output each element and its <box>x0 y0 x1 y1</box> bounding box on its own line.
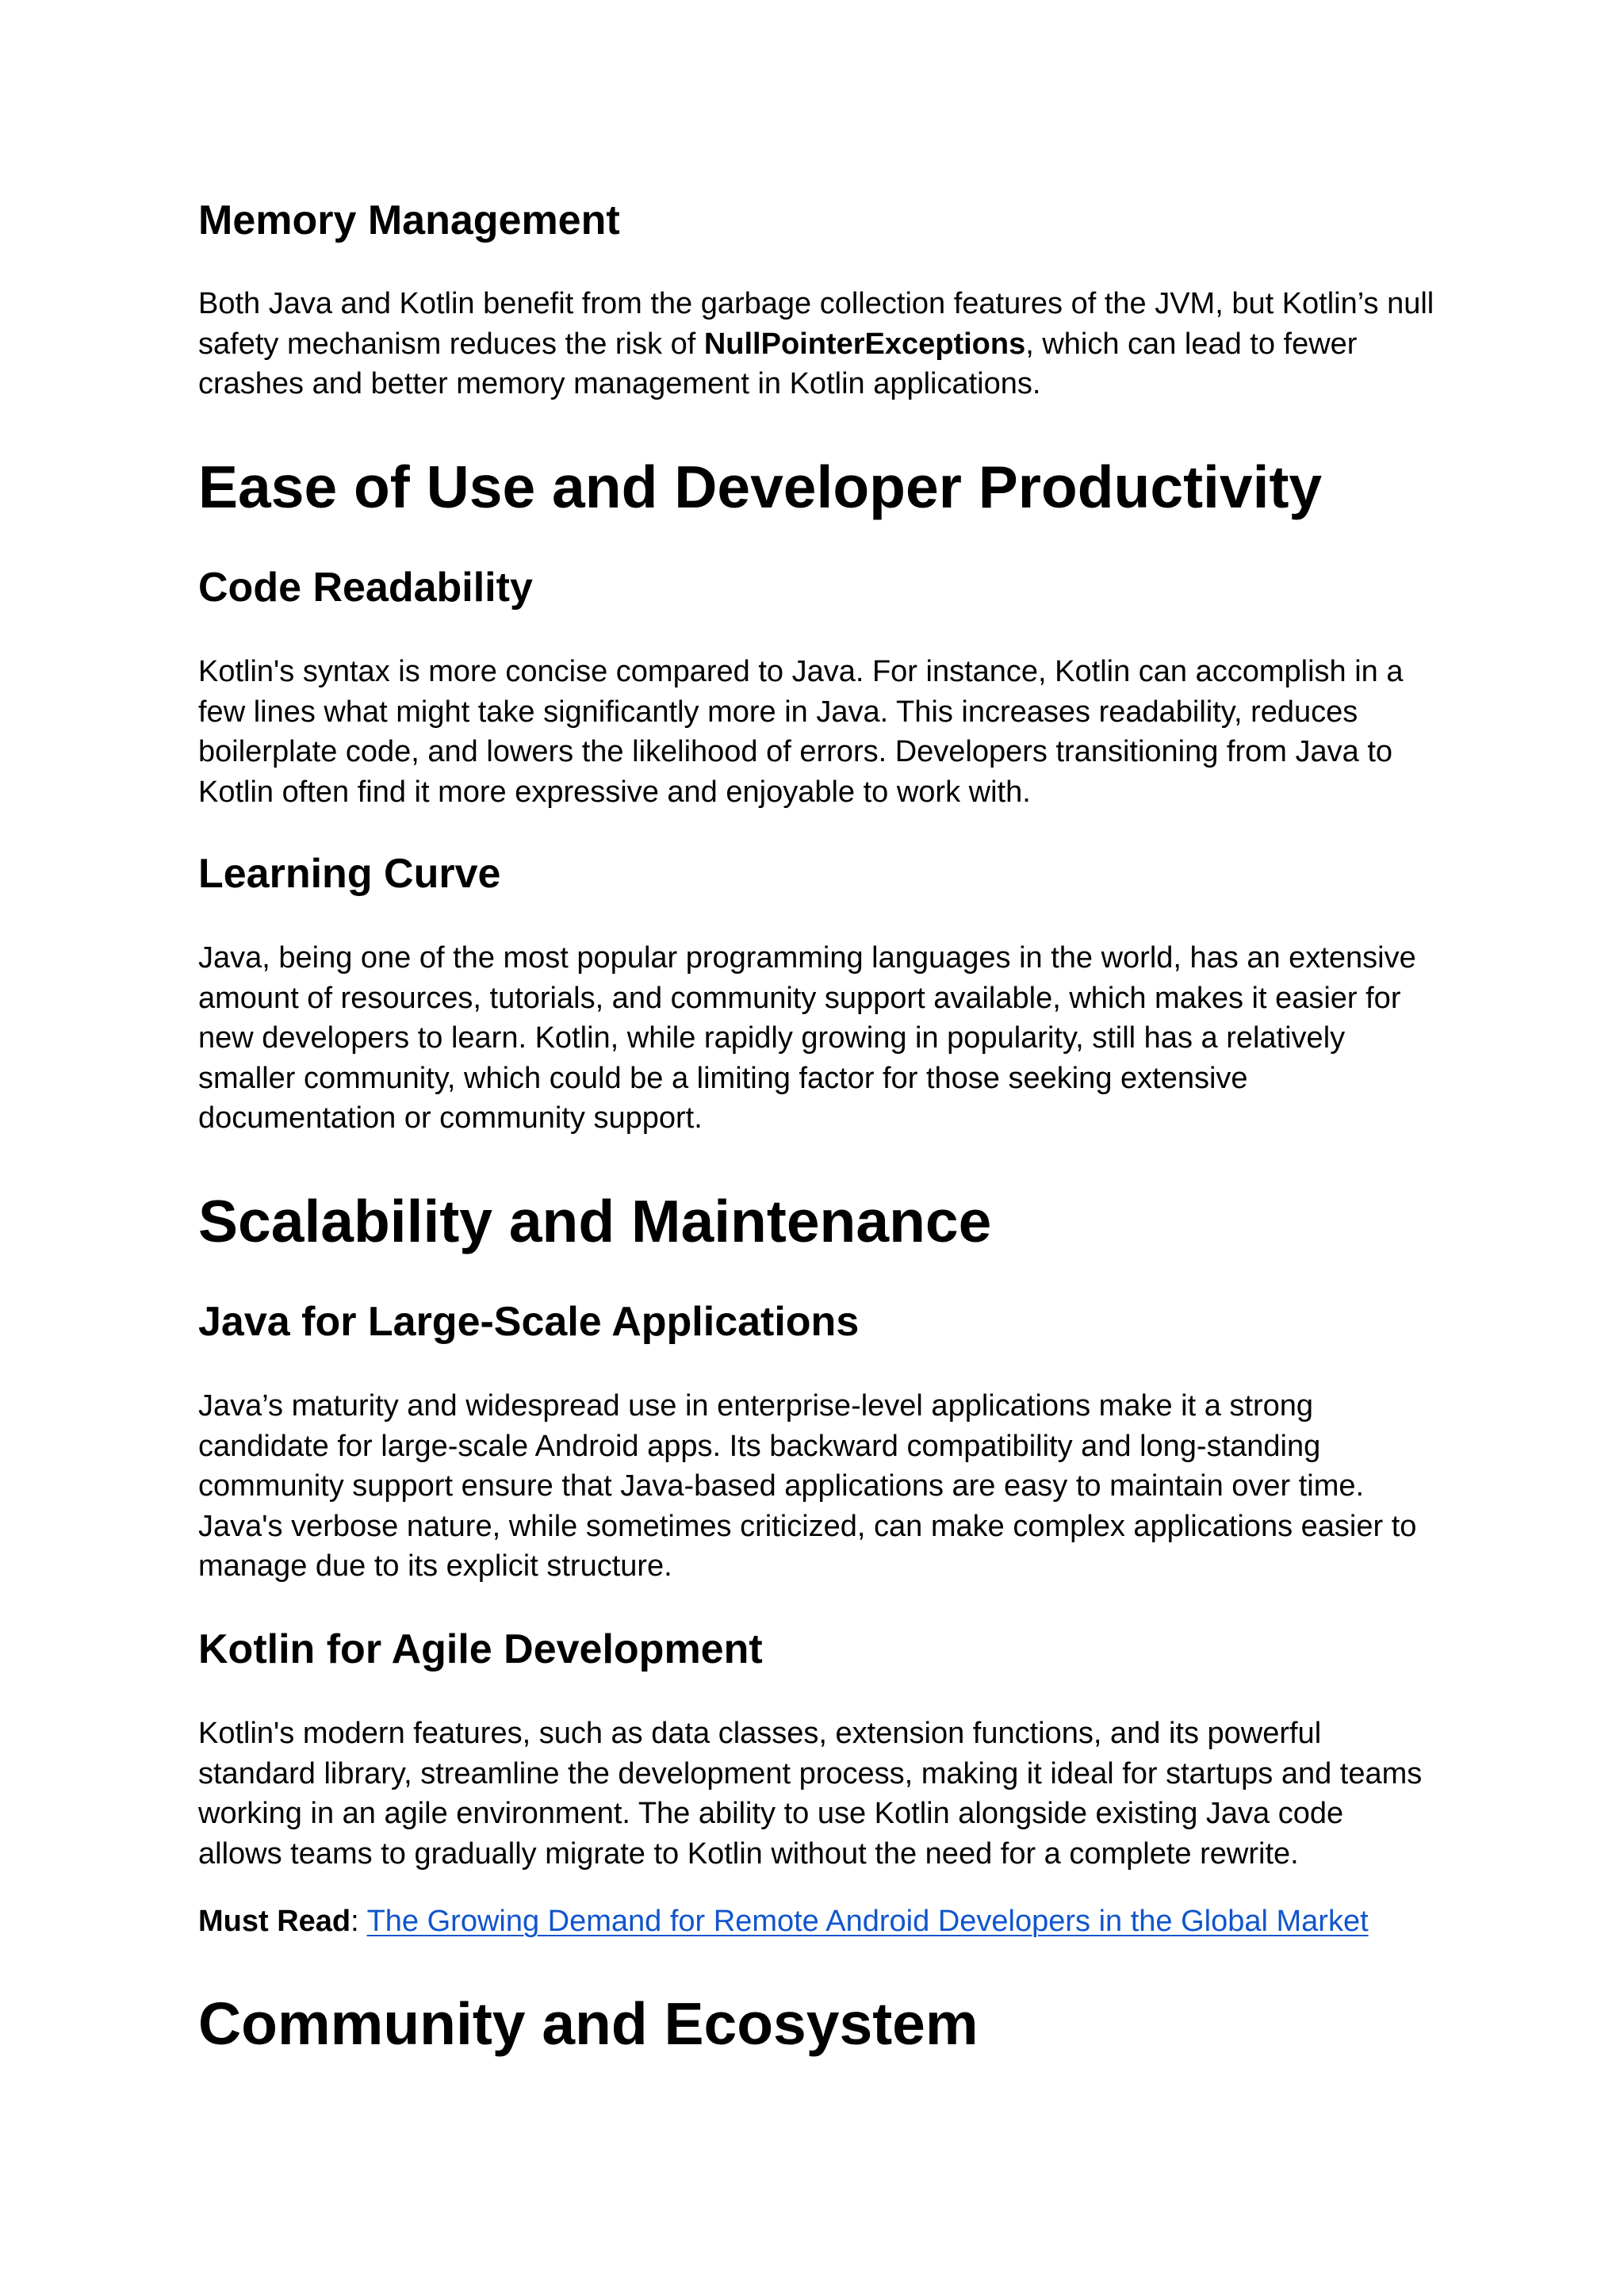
paragraph-java-large-scale <box>198 1386 1451 1587</box>
paragraph-learning-curve <box>198 938 1451 1139</box>
text-line: community support ensure that Java-based applications are easy to maintain over time. <box>198 1469 1365 1503</box>
text-line: boilerplate code, and lowers the likelihood of errors. Developers transitioning from Java to <box>198 735 1393 768</box>
text-line: amount of resources, tutorials, and community support available, which makes it easier for <box>198 981 1401 1015</box>
heading-learning-curve: Learning Curve <box>198 851 501 897</box>
paragraph-memory-management <box>198 284 1451 404</box>
paragraph-kotlin-agile <box>198 1714 1451 1874</box>
paragraph-code-readability <box>198 652 1451 812</box>
text-line: smaller community, which could be a limiting factor for those seeking extensive <box>198 1061 1248 1095</box>
heading-java-large-scale: Java for Large-Scale Applications <box>198 1299 860 1345</box>
text-line: Kotlin often find it more expressive and enjoyable to work with. <box>198 775 1031 809</box>
text-line: Kotlin's syntax is more concise compared to Java. For instance, Kotlin can accomplish in a <box>198 655 1404 688</box>
text-line: allows teams to gradually migrate to Kotlin without the need for a complete rewrite. <box>198 1836 1299 1871</box>
text-line: Java, being one of the most popular programming languages in the world, has an extensive <box>198 941 1416 975</box>
must-read-separator: : <box>350 1905 367 1938</box>
heading-scalability-maintenance: Scalability and Maintenance <box>198 1188 992 1254</box>
heading-memory-management: Memory Management <box>198 197 620 243</box>
must-read-link[interactable]: The Growing Demand for Remote Android Developers in the Global Market <box>366 1905 1369 1938</box>
text-line <box>198 1901 1451 1942</box>
bold-term-nullpointerexceptions: NullPointerExceptions <box>703 327 1026 361</box>
text-line: new developers to learn. Kotlin, while rapidly growing in popularity, still has a relatively <box>198 1021 1346 1055</box>
text-line: Java’s maturity and widespread use in enterprise-level applications make it a strong <box>198 1389 1314 1423</box>
text-line: standard library, streamline the development process, making it ideal for startups and teams <box>198 1756 1423 1790</box>
must-read-line <box>198 1901 1451 1942</box>
text-segment: safety mechanism reduces the risk of <box>198 327 704 361</box>
text-line: few lines what might take significantly more in Java. This increases readability, reduces <box>198 695 1358 729</box>
text-line: candidate for large-scale Android apps. Its backward compatibility and long-standing <box>198 1429 1321 1463</box>
text-line: Kotlin's modern features, such as data classes, extension functions, and its powerful <box>198 1717 1322 1750</box>
text-line: crashes and better memory management in Kotlin applications. <box>198 367 1041 400</box>
heading-code-readability: Code Readability <box>198 565 533 611</box>
heading-ease-of-use: Ease of Use and Developer Productivity <box>198 454 1323 520</box>
text-line <box>198 324 1451 365</box>
text-line: documentation or community support. <box>198 1101 703 1135</box>
must-read-label: Must Read <box>198 1905 351 1938</box>
text-line: manage due to its explicit structure. <box>198 1549 672 1583</box>
heading-community-ecosystem: Community and Ecosystem <box>198 1990 979 2057</box>
heading-kotlin-agile: Kotlin for Agile Development <box>198 1626 763 1672</box>
text-line: Java's verbose nature, while sometimes criticized, can make complex applications easier to <box>198 1509 1417 1543</box>
text-line: Both Java and Kotlin benefit from the garbage collection features of the JVM, but Kotlin’s null <box>198 287 1434 320</box>
text-segment: , which can lead to fewer <box>1025 327 1358 361</box>
text-line: working in an agile environment. The ability to use Kotlin alongside existing Java code <box>198 1797 1344 1830</box>
